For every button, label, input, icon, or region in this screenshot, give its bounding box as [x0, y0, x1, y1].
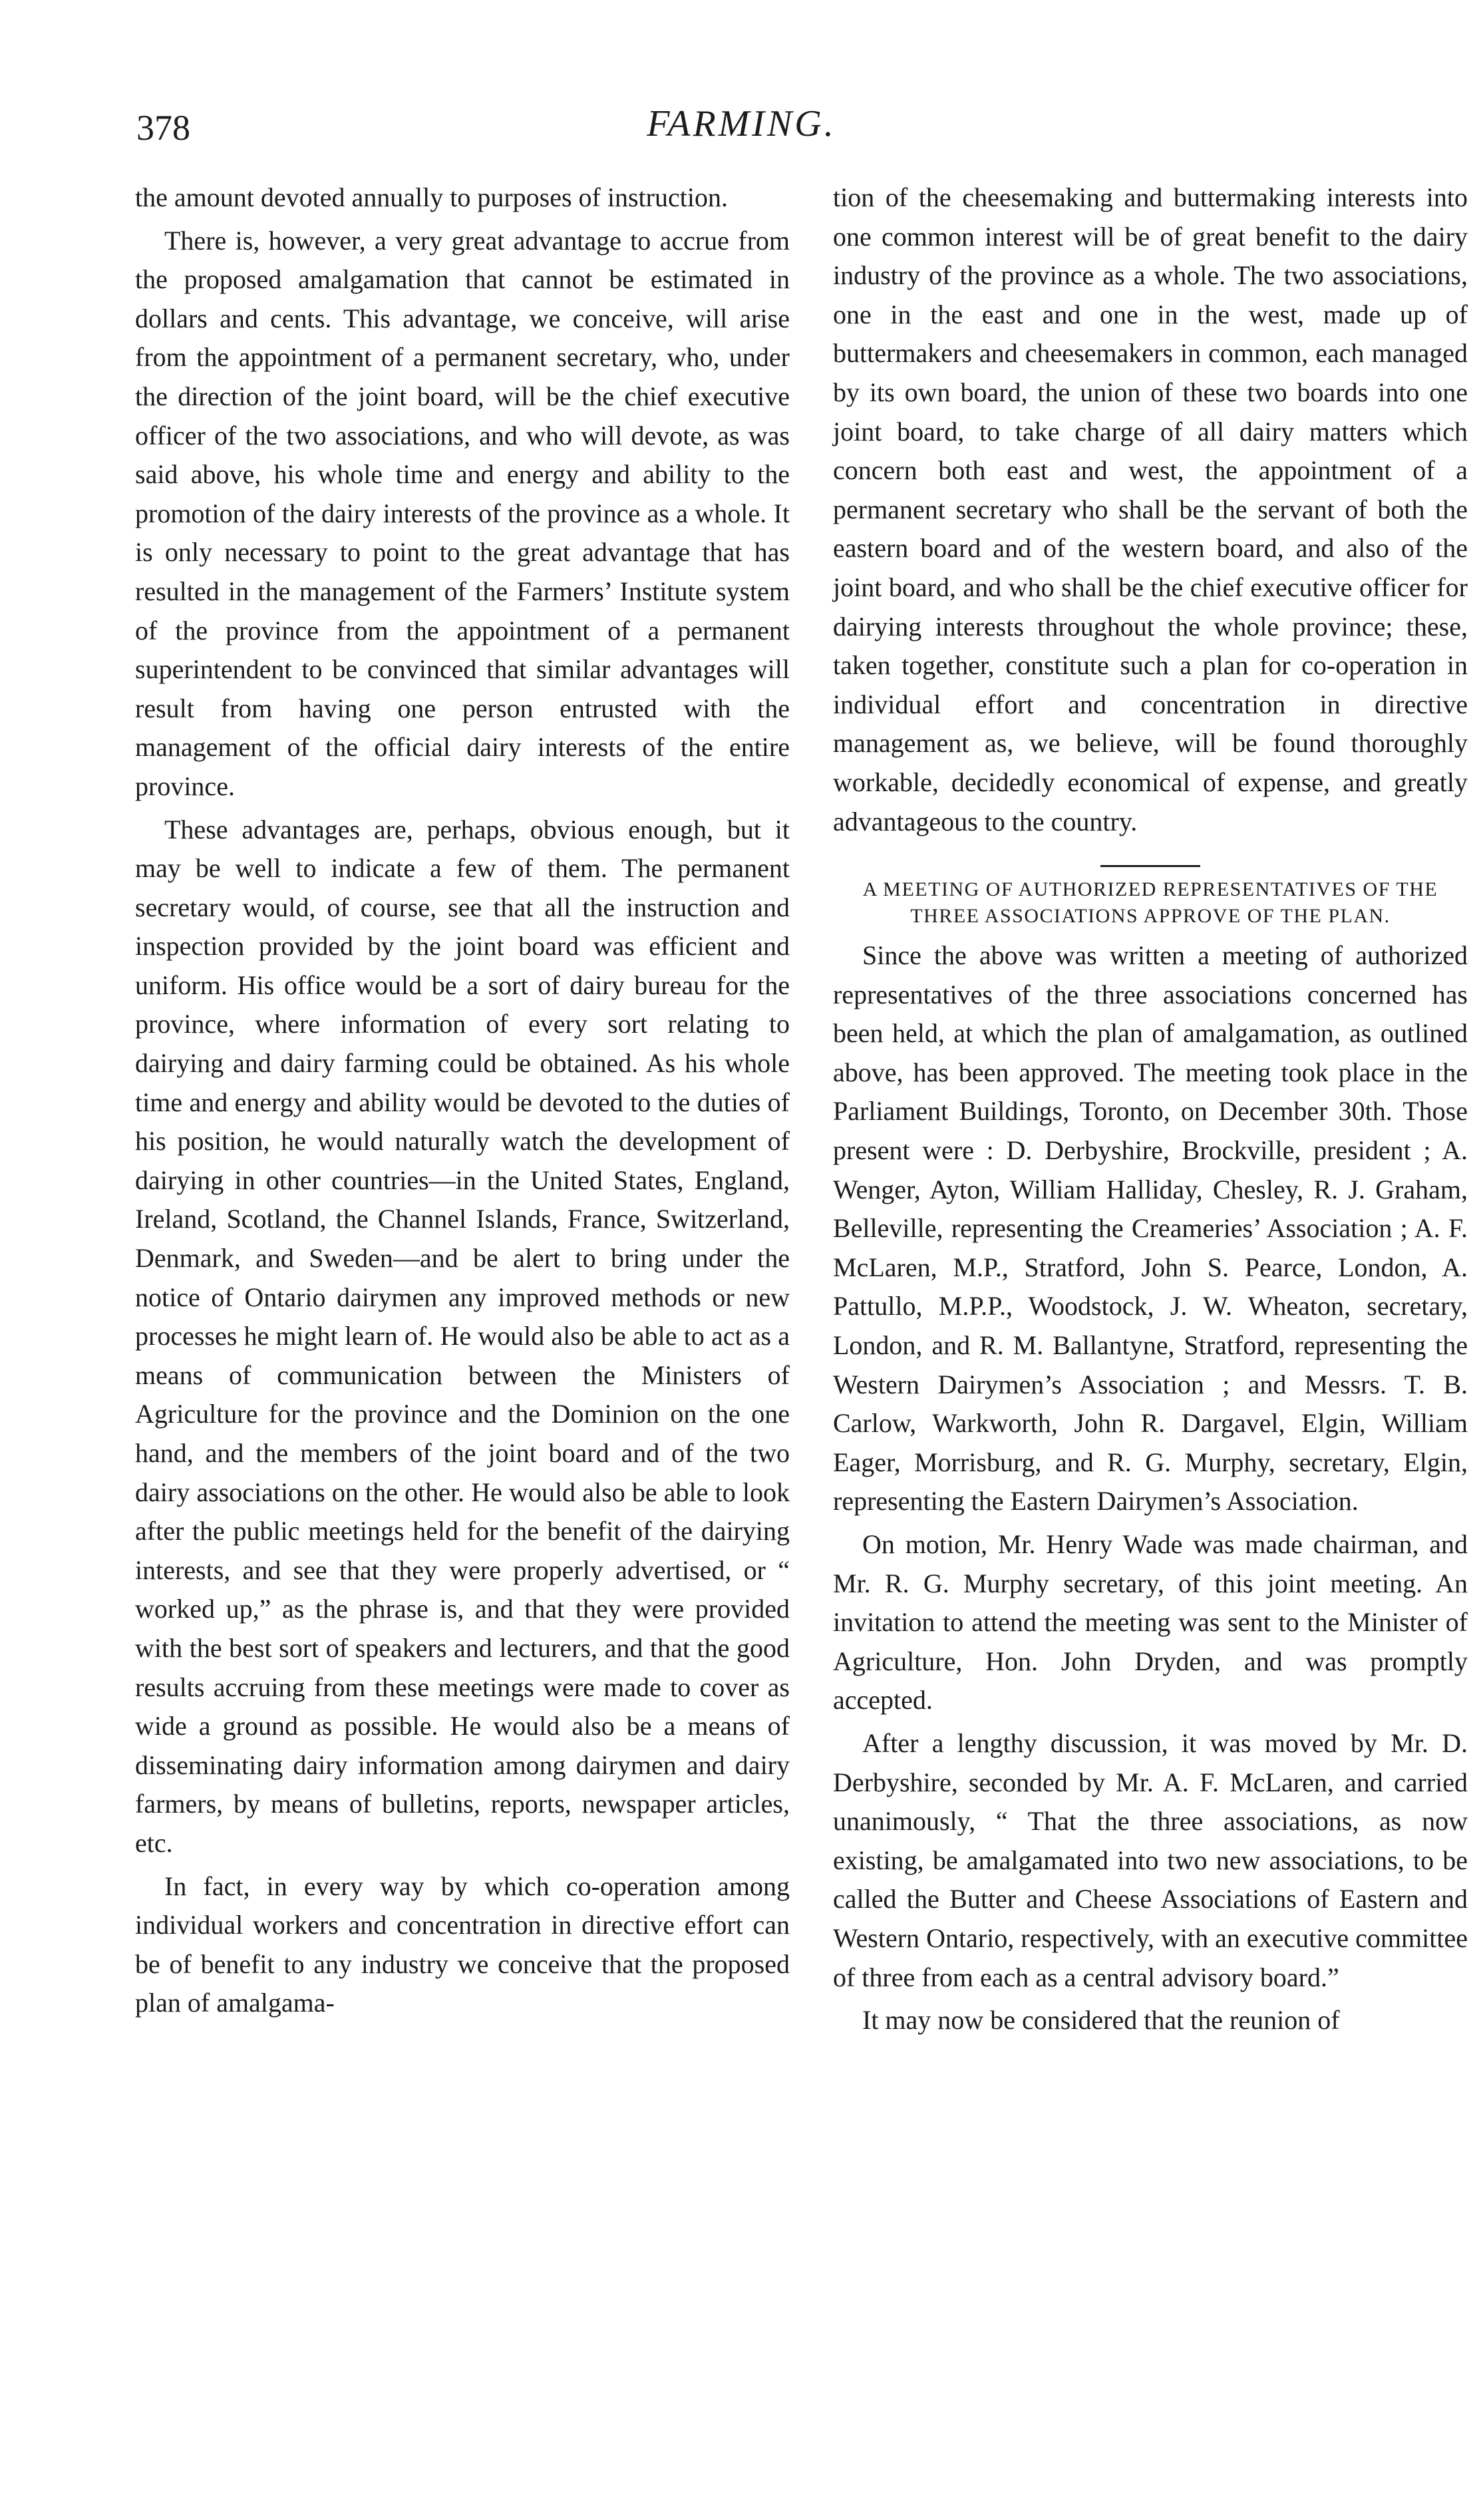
- left-paragraph-2: There is, however, a very great advantage to accrue from the proposed amalgamation that cannot be estimated in dollars and cents. This advantage, we conceive, will arise from the appointment of a permanent secretary, who, under the direction of the joint board, will be the chief executive officer of the two associations, and who will devote, as was said above, his whole time and energy and ability to the promotion of the dairy interests of the province as a whole. It is only necessary to point to the great advantage that has resulted in the management of the Farmers’ Institute system of the province from the appointment of a permanent superintendent to be convinced that similar advantages will result from having one person entrusted with the management of the official dairy interests of the entire province.: [135, 225, 790, 801]
- right-paragraph-2: Since the above was written a meeting of authorized representatives of the three associations concerned has been held, at which the plan of amalgamation, as outlined above, has been approved. The meeting took place in the Parliament Buildings, Toronto, on December 30th. Those present were : D. Derbyshire, Brockville, president ; A. Wenger, Ayton, William Halliday, Chesley, R. J. Graham, Belleville, representing the Creameries’ Association ; A. F. McLaren, M.P., Stratford, John S. Pearce, London, A. Pattullo, M.P.P., Woodstock, J. W. Wheaton, secretary, London, and R. M. Ballantyne, Stratford, representing the Western Dairymen’s Association ; and Messrs. T. B. Carlow, Warkworth, John R. Dargavel, Elgin, William Eager, Morrisburg, and R. G. Murphy, secretary, Elgin, representing the Eastern Dairymen’s Association.: [833, 940, 1468, 1517]
- left-paragraph-1: the amount devoted annually to purposes of instruction.: [135, 182, 728, 212]
- right-paragraph-5: It may now be considered that the reunion of: [862, 2005, 1340, 2036]
- left-column: [135, 178, 790, 2023]
- right-paragraph-4: After a lengthy discussion, it was moved by Mr. D. Derbyshire, seconded by Mr. A. F. McLaren, and carried unanimously, “ That the three associations, as now existing, be amalgamated into two new associations, to be called the Butter and Cheese Associations of Eastern and Western Ontario, respectively, with an executive committee of three from each as a central advisory board.”: [833, 1727, 1468, 1992]
- left-paragraph-3: These advantages are, perhaps, obvious enough, but it may be well to indicate a few of them. The permanent secretary would, of course, see that all the instruction and inspection provided by the joint board was efficient and uniform. His office would be a sort of dairy bureau for the province, where information of every sort relating to dairying and dairy farming could be obtained. As his whole time and energy and ability would be devoted to the duties of his position, he would naturally watch the development of dairying in other countries—in the United States, England, Ireland, Scotland, the Channel Islands, France, Switzerland, Denmark, and Sweden—and be alert to bring under the notice of Ontario dairymen any improved methods or new processes he might learn of. He would also be able to act as a means of communication between the Ministers of Agriculture for the province and the Dominion on the one hand, and the members of the joint board and of the two dairy associations on the other. He would also be able to look after the public meetings held for the benefit of the dairying interests, and see that they were properly advertised, or “ worked up,” as the phrase is, and that they were provided with the best sort of speakers and lecturers, and that the good results accruing from these meetings were made to cover as wide a ground as possible. He would also be a means of disseminating dairy information among dairymen and dairy farmers, by means of bulletins, reports, newspaper articles, etc.: [135, 814, 790, 1858]
- page-number: 378: [136, 108, 190, 148]
- right-column: [833, 178, 1468, 2040]
- section-heading: A MEETING OF AUTHORIZED REPRESENTATIVES OF THE THREE ASSOCIATIONS APPROVE OF THE PLAN.: [862, 878, 1438, 928]
- left-paragraph-4: In fact, in every way by which co-operation among individual workers and concentration in directive effort can be of benefit to any industry we conceive that the proposed plan of amalgama-: [135, 1871, 790, 2018]
- running-title: FARMING.: [647, 103, 836, 144]
- right-paragraph-1: tion of the cheesemaking and buttermaking interests into one common interest will be of great benefit to the dairy industry of the province as a whole. The two associations, one in the east and one in the west, made up of buttermakers and cheesemakers in common, each managed by its own board, the union of these two boards into one joint board, to take charge of all dairy matters which concern both east and west, the appointment of a permanent secretary who shall be the servant of both the eastern board and of the western board, and also of the joint board, and who shall be the chief executive officer for dairying interests throughout the whole province; these, taken together, constitute such a plan for co-operation in individual effort and concentration in directive management as, we believe, will be found thoroughly workable, decidedly economical of expense, and greatly advantageous to the country.: [833, 182, 1468, 836]
- right-paragraph-3: On motion, Mr. Henry Wade was made chairman, and Mr. R. G. Murphy secretary, of this joint meeting. An invitation to attend the meeting was sent to the Minister of Agriculture, Hon. John Dryden, and was promptly accepted.: [833, 1529, 1468, 1715]
- section-divider: [1100, 865, 1200, 867]
